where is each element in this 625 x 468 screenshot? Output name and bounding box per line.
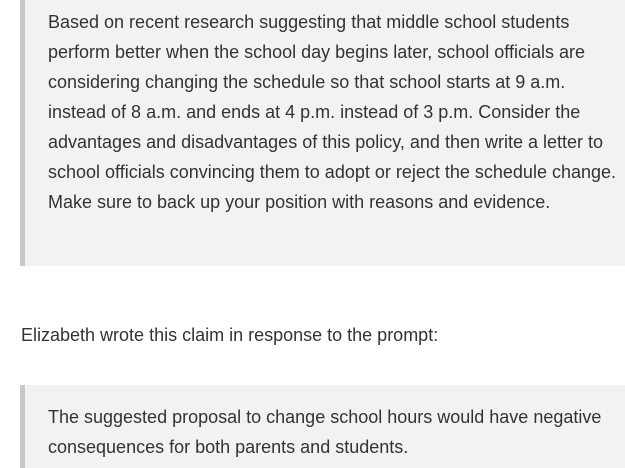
prompt-blockquote [20,0,625,266]
claim-intro-text: Elizabeth wrote this claim in response to the prompt: [21,325,439,345]
claim-text: The suggested proposal to change school hours would have negative consequences for both parents and students. [48,407,602,457]
prompt-text: Based on recent research suggesting that middle school students perform better when the school day begins later, school officials are considering changing the schedule so that school starts at 9 a.m. instead of 8 a.m. and ends at 4 p.m. instead of 3 p.m. Consider the advantages and disadvantages of this policy, and then write a letter to school officials convincing them to adopt or reject the schedule change. Make sure to back up your position with reasons and evidence. [48,12,617,212]
claim-blockquote [20,385,625,468]
